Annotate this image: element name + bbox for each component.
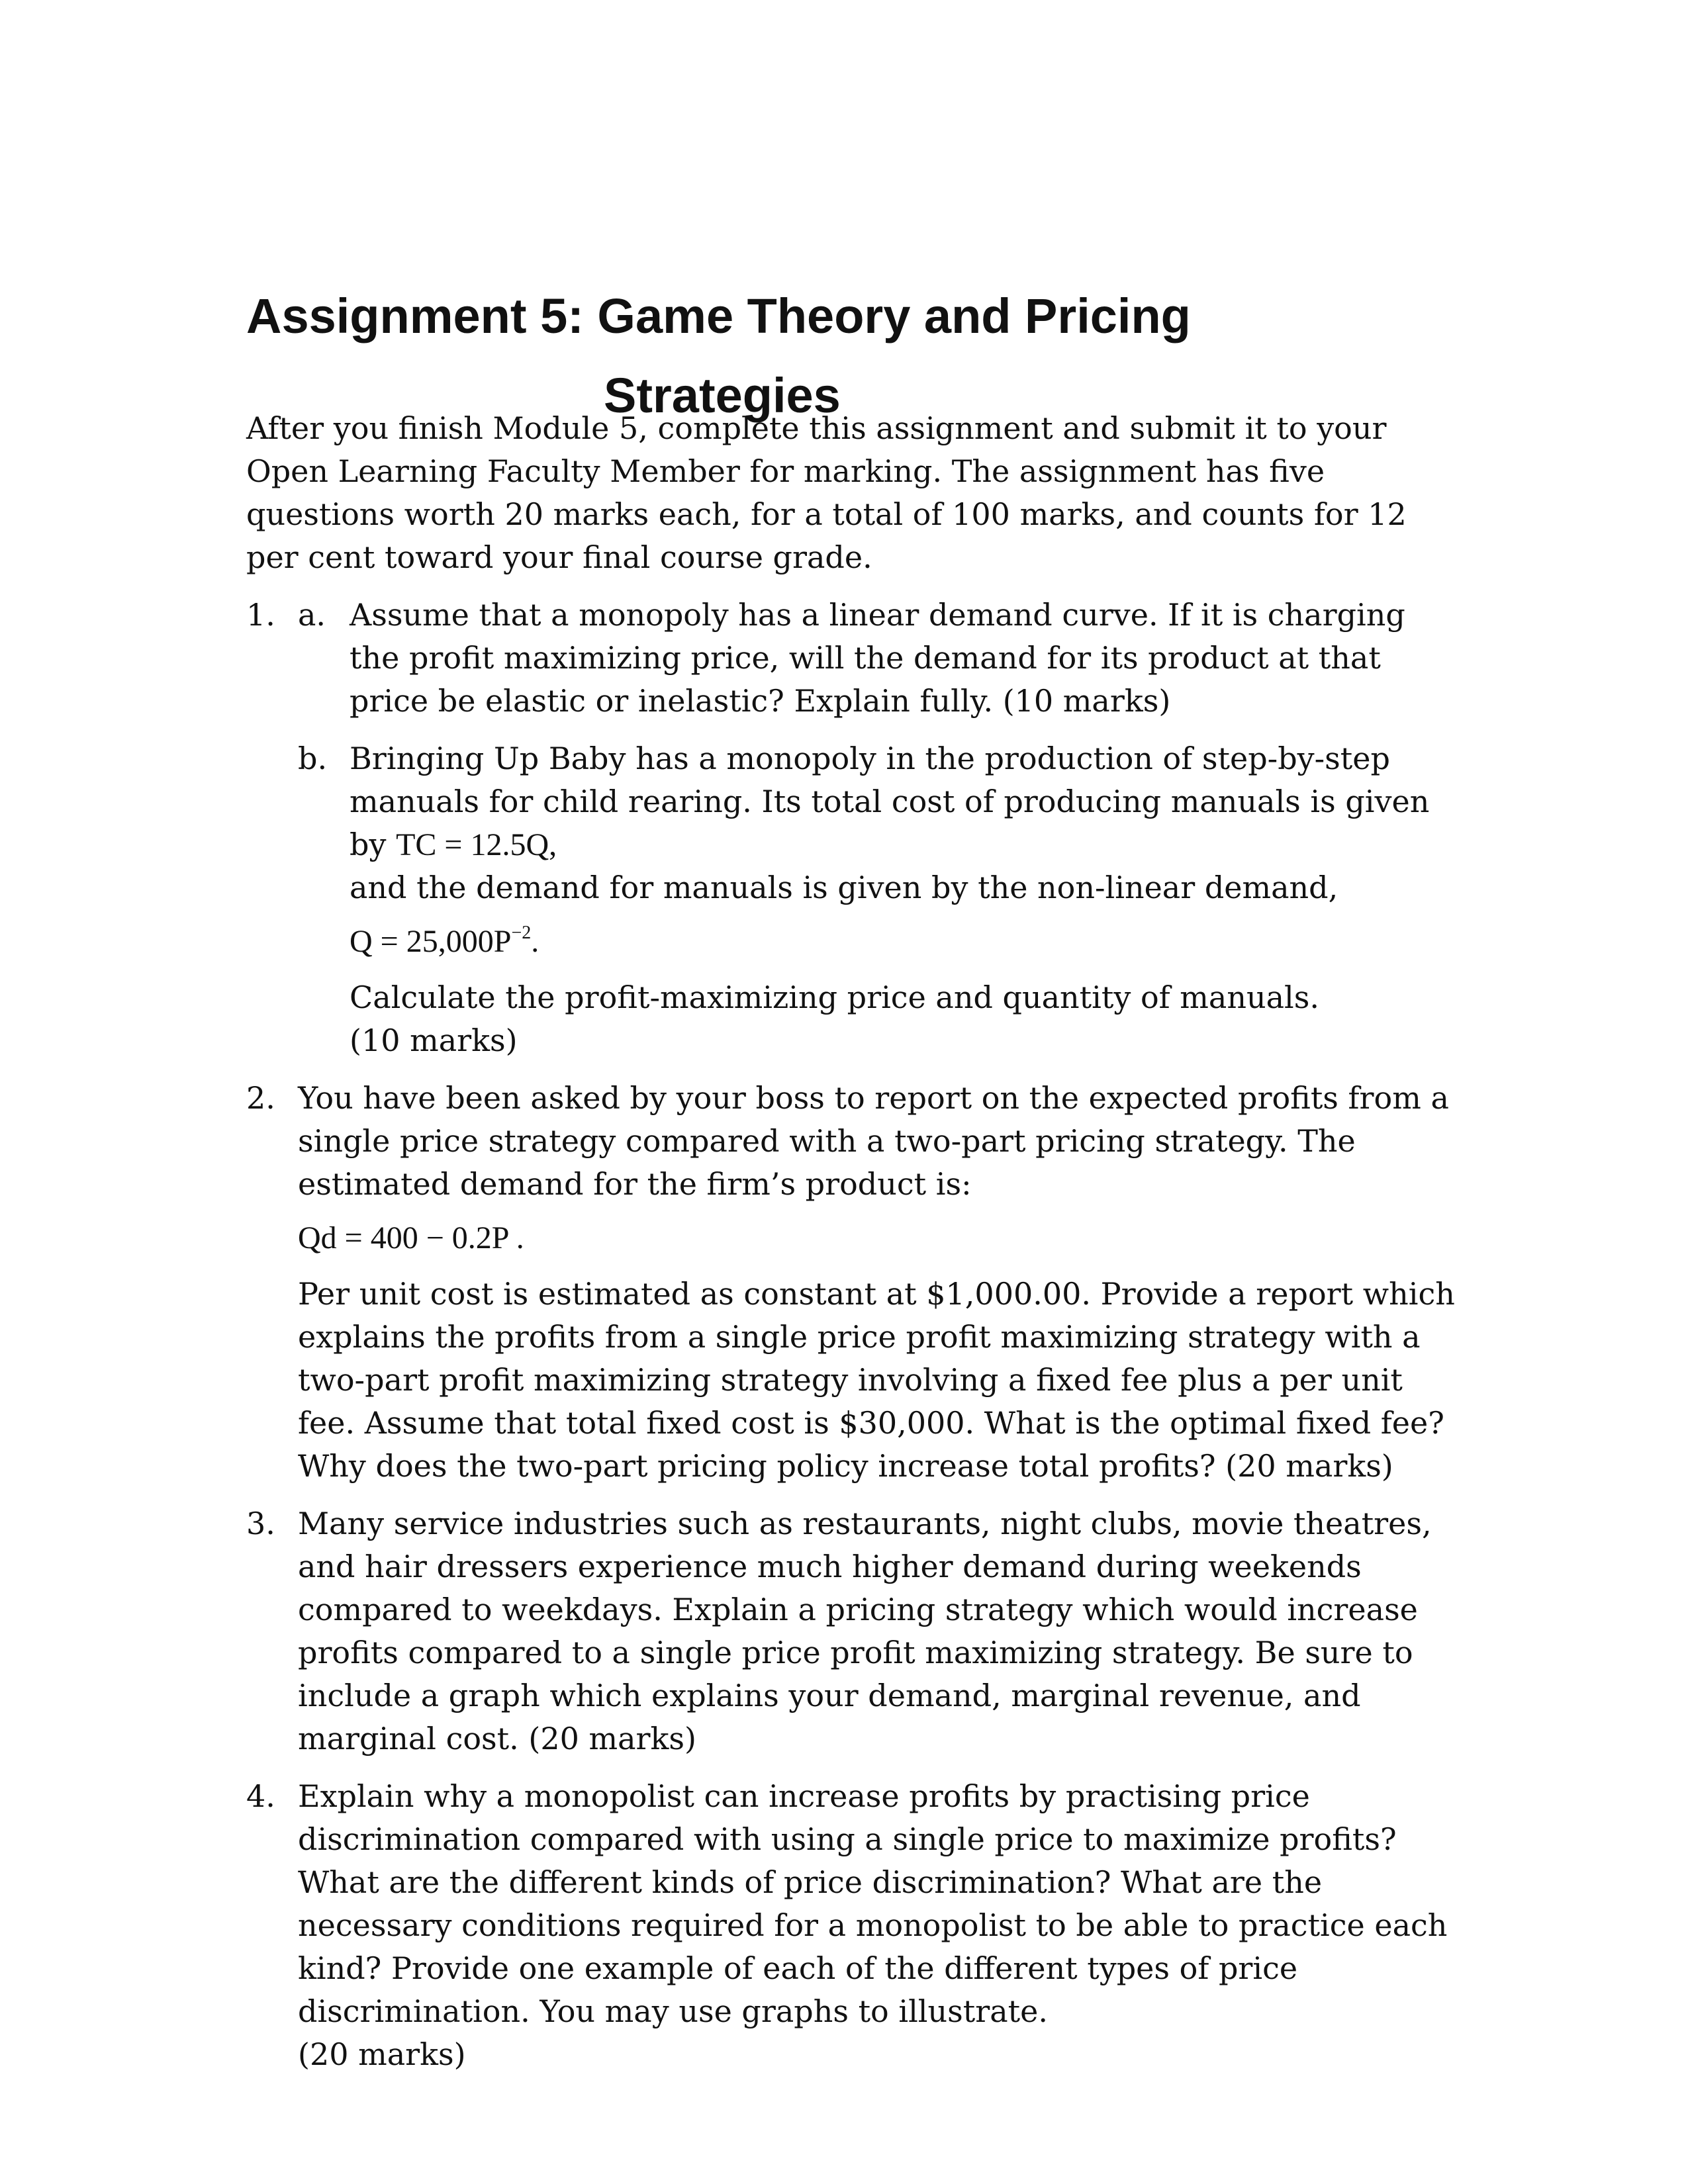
tc-equation: TC = 12.5Q, [396, 827, 557, 862]
question-number: 1. [246, 597, 275, 633]
question-1a [298, 594, 1458, 723]
question-1b-demand-text: and the demand for manuals is given by the non-linear demand, [350, 870, 1338, 905]
question-1b-text-part1: Bringing Up Baby has a monopoly in the production of step-by-step manuals for child rearing. Its total cost of producing manuals is given by [350, 741, 1430, 862]
title-line-1: Assignment 5: Game Theory and Pricing [246, 289, 1191, 343]
question-2-text: You have been asked by your boss to report on the expected profits from a single price strategy compared with a two-part pricing strategy. The estimated demand for the firm’s product is: [298, 1080, 1449, 1202]
question-1a-text: Assume that a monopoly has a linear demand curve. If it is charging the profit maximizing price, will the demand for its product at that price be elastic or inelastic? Explain fully. (10 marks) [350, 597, 1405, 719]
demand-equation-end: . [531, 924, 539, 959]
title-line-2: Strategies [604, 368, 841, 423]
demand-equation-exponent: −2 [511, 923, 532, 943]
question-1 [246, 594, 1458, 1062]
subquestion-label: a. [298, 597, 326, 633]
question-4-text: Explain why a monopolist can increase profits by practising price discrimination compared with using a single price to maximize profits? What are the different kinds of price discrimination? What are the necessary conditions required for a monopolist to be able to practice each kind? Provide one example of each of the different types of price discrimination. You may use graphs to illustrate. [298, 1778, 1448, 2029]
question-number: 4. [246, 1778, 275, 1814]
question-1b-text [350, 737, 1458, 866]
question-number: 2. [246, 1080, 275, 1116]
question-number: 3. [246, 1506, 275, 1541]
question-1b-marks: (10 marks) [350, 1023, 518, 1058]
qd-equation: Qd = 400 − 0.2P . [298, 1220, 524, 1255]
question-2 [246, 1077, 1458, 1488]
intro-paragraph: After you finish Module 5, complete this assignment and submit it to your Open Learning Faculty Member for marking. The assignment has five questions worth 20 marks each, for a total of 100 marks, and counts for 12 per cent toward your final course grade. [246, 410, 1407, 575]
question-1b [298, 737, 1458, 1062]
question-4-marks: (20 marks) [298, 2036, 466, 2072]
subquestion-label: b. [298, 741, 328, 776]
question-3-text: Many service industries such as restaurants, night clubs, movie theatres, and hair dressers experience much higher demand during weekends compared to weekdays. Explain a pricing strategy which would increase profits compared to a single price profit maximizing strategy. Be sure to include a graph which explains your demand, marginal revenue, and marginal cost. (20 marks) [298, 1506, 1432, 1756]
demand-equation [350, 920, 1458, 963]
question-2-report-text: Per unit cost is estimated as constant at $1,000.00. Provide a report which explains the profits from a single price profit maximizing strategy with a two-part profit maximizing strategy involving a fixed fee plus a per unit fee. Assume that total fixed cost is $30,000. What is the optimal fixed fee? Why does the two-part pricing policy increase total profits? (20 marks) [298, 1276, 1455, 1484]
demand-equation-base: Q = 25,000P [350, 924, 512, 959]
question-1b-instruction: Calculate the profit-maximizing price and quantity of manuals. [350, 979, 1319, 1015]
question-4 [246, 1775, 1458, 2076]
question-3 [246, 1502, 1458, 1760]
document-body [246, 407, 1458, 2091]
